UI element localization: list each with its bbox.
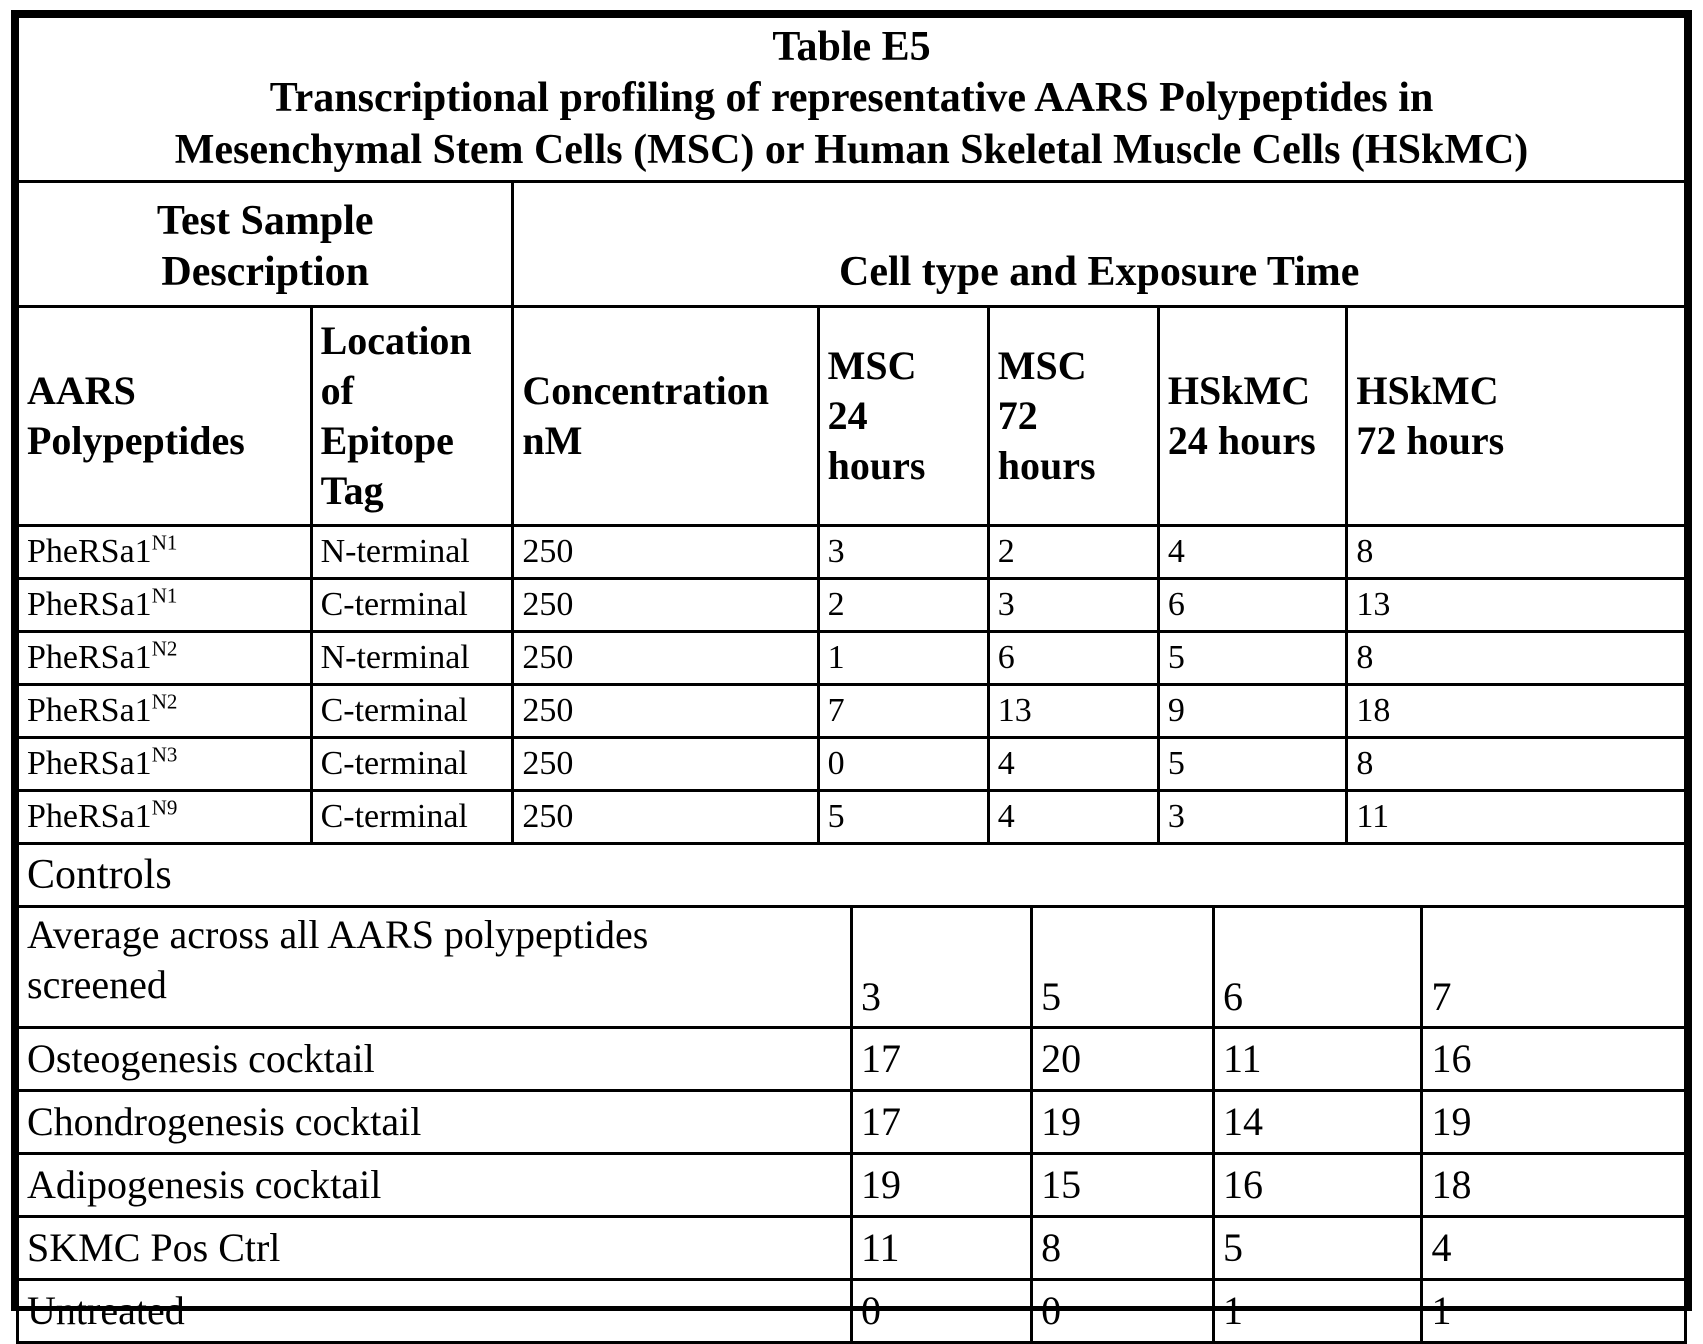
- msc72-cell: 0: [1032, 1280, 1214, 1343]
- hskmc24-cell: 5: [1158, 632, 1346, 685]
- controls-section-label: Controls: [18, 844, 1686, 907]
- column-header-location: Location of Epitope Tag: [311, 307, 513, 526]
- hskmc72-cell: 11: [1347, 791, 1686, 844]
- msc72-cell: 8: [1032, 1217, 1214, 1280]
- hskmc72-cell: 4: [1422, 1217, 1686, 1280]
- epitope-tag-superscript: N2: [151, 636, 178, 661]
- aars-name: PheRSa1: [27, 798, 152, 836]
- msc72-cell: 2: [988, 526, 1158, 579]
- control-label-cell: Average across all AARS polypeptides screened: [18, 908, 852, 1028]
- table-row: [18, 791, 1686, 844]
- hskmc24-cell: 6: [1213, 908, 1422, 1028]
- hskmc24-cell: 6: [1158, 579, 1346, 632]
- hskmc24-cell: 3: [1158, 791, 1346, 844]
- hskmc24-cell: 1: [1213, 1280, 1422, 1343]
- table-row: [18, 1154, 1686, 1217]
- table-e5-main: [16, 15, 1687, 908]
- table-row: [18, 685, 1686, 738]
- msc24-cell: 7: [818, 685, 988, 738]
- msc72-cell: 13: [988, 685, 1158, 738]
- aars-name: PheRSa1: [27, 586, 152, 624]
- table-row: [18, 1217, 1686, 1280]
- location-cell: N-terminal: [311, 526, 513, 579]
- concentration-cell: 250: [513, 526, 818, 579]
- hskmc24-cell: 9: [1158, 685, 1346, 738]
- msc24-cell: 17: [852, 1028, 1032, 1091]
- table-row: [18, 1280, 1686, 1343]
- epitope-tag-superscript: N2: [151, 689, 178, 714]
- msc72-cell: 15: [1032, 1154, 1214, 1217]
- column-header-concentration: Concentration nM: [513, 307, 818, 526]
- table-title: Table E5 Transcriptional profiling of representative AARS Polypeptides in Mesenchymal Stem Cells (MSC) or Human Skeletal Muscle Cells (HSkMC): [18, 17, 1686, 182]
- aars-name-cell: [18, 632, 312, 685]
- table-row: [18, 908, 1686, 1028]
- concentration-cell: 250: [513, 685, 818, 738]
- msc24-cell: 3: [852, 908, 1032, 1028]
- controls-section-row: [18, 844, 1686, 907]
- hskmc24-cell: 14: [1213, 1091, 1422, 1154]
- aars-name: PheRSa1: [27, 639, 152, 677]
- aars-name-cell: [18, 791, 312, 844]
- concentration-cell: 250: [513, 791, 818, 844]
- msc24-cell: 17: [852, 1091, 1032, 1154]
- table-row: [18, 1091, 1686, 1154]
- column-header-aars: AARS Polypeptides: [18, 307, 312, 526]
- hskmc72-cell: 8: [1347, 738, 1686, 791]
- control-label-cell: Chondrogenesis cocktail: [18, 1091, 852, 1154]
- table-title-row: [18, 17, 1686, 182]
- concentration-cell: 250: [513, 632, 818, 685]
- table-e5-controls: [16, 908, 1687, 1344]
- column-header-row: [18, 307, 1686, 526]
- hskmc72-cell: 16: [1422, 1028, 1686, 1091]
- hskmc72-cell: 18: [1422, 1154, 1686, 1217]
- aars-name-cell: [18, 579, 312, 632]
- location-cell: C-terminal: [311, 738, 513, 791]
- hskmc72-cell: 8: [1347, 632, 1686, 685]
- hskmc24-cell: 5: [1158, 738, 1346, 791]
- table-row: [18, 738, 1686, 791]
- hskmc72-cell: 8: [1347, 526, 1686, 579]
- msc24-cell: 0: [852, 1280, 1032, 1343]
- column-header-msc24: MSC 24 hours: [818, 307, 988, 526]
- table-row: [18, 526, 1686, 579]
- table-e5-container: [11, 10, 1692, 1333]
- control-label-cell: Untreated: [18, 1280, 852, 1343]
- msc24-cell: 0: [818, 738, 988, 791]
- hskmc72-cell: 1: [1422, 1280, 1686, 1343]
- control-label-cell: SKMC Pos Ctrl: [18, 1217, 852, 1280]
- hskmc24-cell: 16: [1213, 1154, 1422, 1217]
- msc72-cell: 5: [1032, 908, 1214, 1028]
- location-cell: N-terminal: [311, 632, 513, 685]
- control-label-cell: Adipogenesis cocktail: [18, 1154, 852, 1217]
- location-cell: C-terminal: [311, 579, 513, 632]
- aars-name: PheRSa1: [27, 692, 152, 730]
- group-header-row: [18, 182, 1686, 307]
- hskmc24-cell: 4: [1158, 526, 1346, 579]
- aars-name: PheRSa1: [27, 533, 152, 571]
- table-row: [18, 632, 1686, 685]
- hskmc24-cell: 5: [1213, 1217, 1422, 1280]
- group-header-test-sample: Test Sample Description: [18, 182, 513, 307]
- hskmc72-cell: 7: [1422, 908, 1686, 1028]
- hskmc72-cell: 13: [1347, 579, 1686, 632]
- epitope-tag-superscript: N9: [151, 795, 178, 820]
- msc24-cell: 2: [818, 579, 988, 632]
- concentration-cell: 250: [513, 738, 818, 791]
- column-header-hskmc72: HSkMC 72 hours: [1347, 307, 1686, 526]
- msc72-cell: 6: [988, 632, 1158, 685]
- msc72-cell: 3: [988, 579, 1158, 632]
- concentration-cell: 250: [513, 579, 818, 632]
- msc24-cell: 11: [852, 1217, 1032, 1280]
- control-label-cell: Osteogenesis cocktail: [18, 1028, 852, 1091]
- msc24-cell: 1: [818, 632, 988, 685]
- location-cell: C-terminal: [311, 685, 513, 738]
- aars-name-cell: [18, 685, 312, 738]
- table-row: [18, 1028, 1686, 1091]
- msc24-cell: 5: [818, 791, 988, 844]
- epitope-tag-superscript: N1: [151, 583, 178, 608]
- aars-name-cell: [18, 526, 312, 579]
- epitope-tag-superscript: N1: [151, 530, 178, 555]
- hskmc24-cell: 11: [1213, 1028, 1422, 1091]
- column-header-msc72: MSC 72 hours: [988, 307, 1158, 526]
- msc72-cell: 4: [988, 738, 1158, 791]
- aars-name-cell: [18, 738, 312, 791]
- group-header-cell-type: Cell type and Exposure Time: [513, 182, 1686, 307]
- msc72-cell: 20: [1032, 1028, 1214, 1091]
- epitope-tag-superscript: N3: [151, 742, 178, 767]
- hskmc72-cell: 18: [1347, 685, 1686, 738]
- msc72-cell: 4: [988, 791, 1158, 844]
- msc72-cell: 19: [1032, 1091, 1214, 1154]
- msc24-cell: 3: [818, 526, 988, 579]
- hskmc72-cell: 19: [1422, 1091, 1686, 1154]
- aars-name: PheRSa1: [27, 745, 152, 783]
- location-cell: C-terminal: [311, 791, 513, 844]
- column-header-hskmc24: HSkMC 24 hours: [1158, 307, 1346, 526]
- table-row: [18, 579, 1686, 632]
- msc24-cell: 19: [852, 1154, 1032, 1217]
